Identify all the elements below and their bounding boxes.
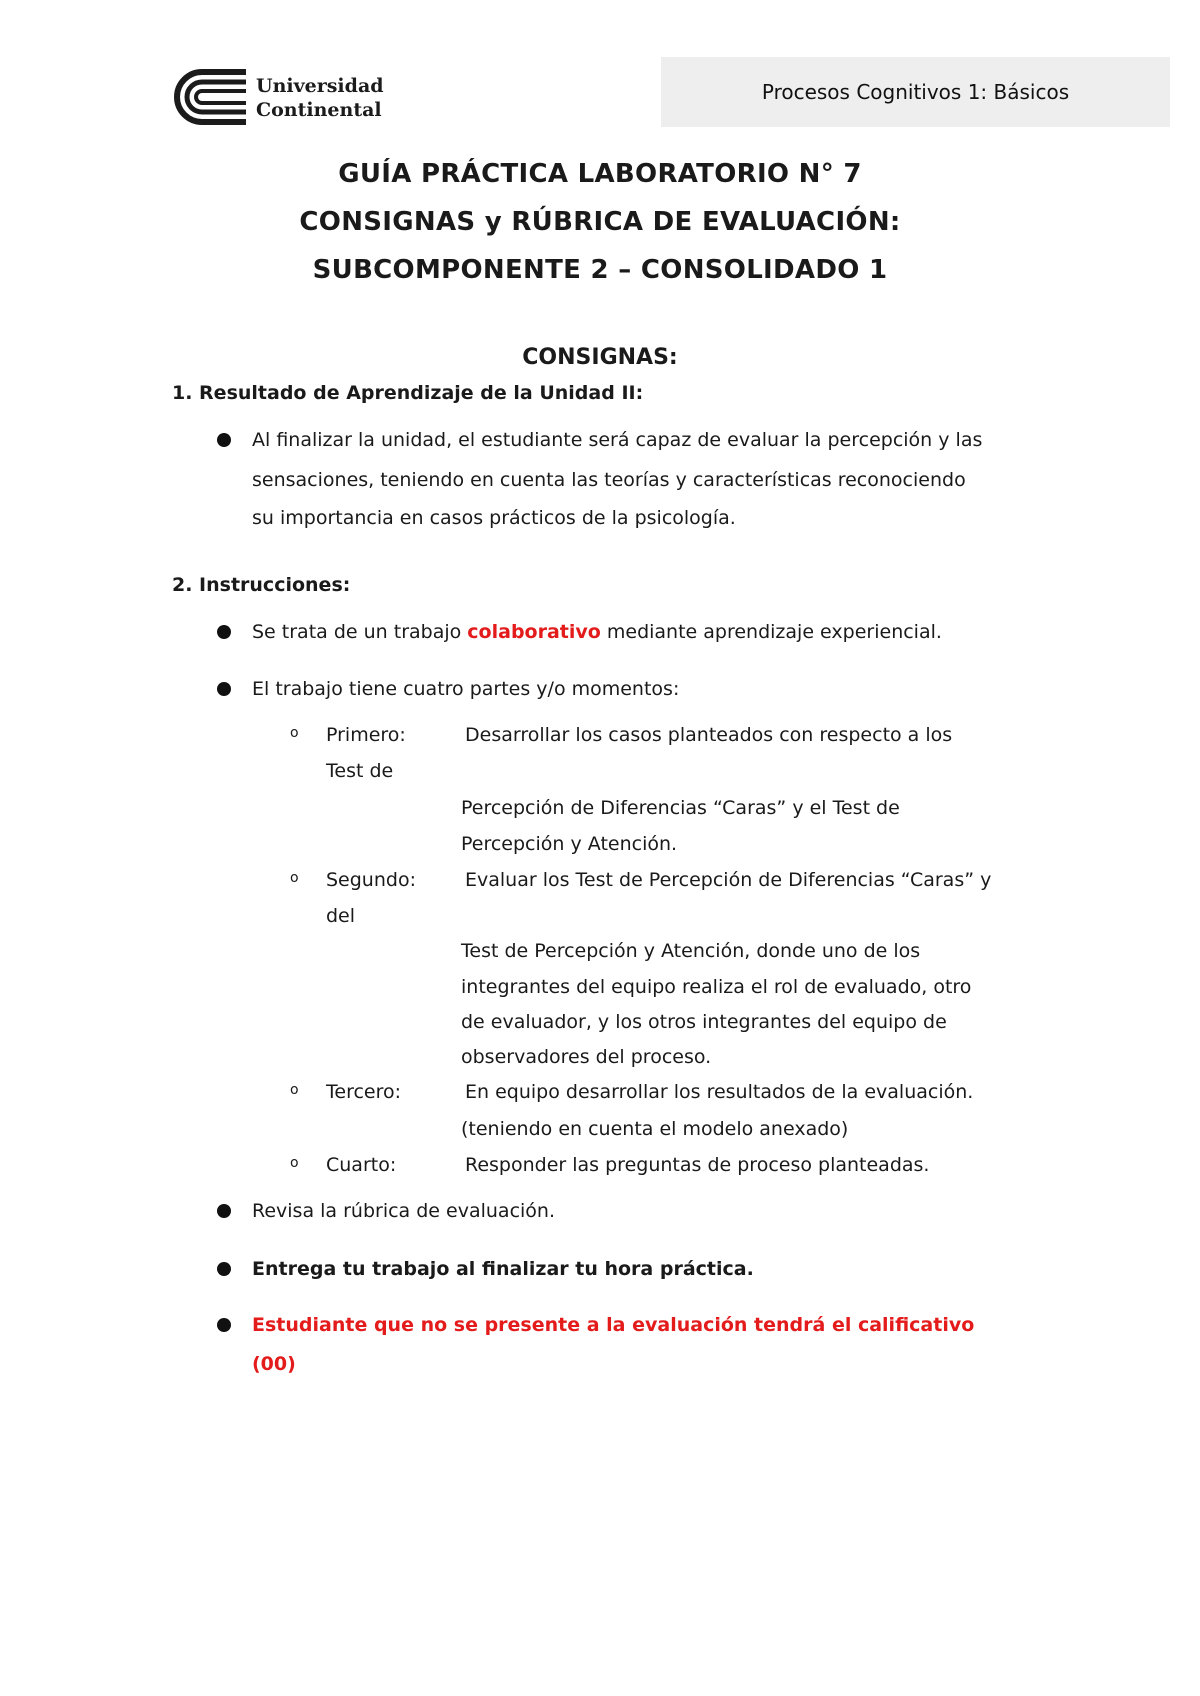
instruction-collaborative	[252, 613, 942, 651]
title-line-1: GUÍA PRÁCTICA LABORATORIO N° 7	[338, 159, 862, 189]
bullet-icon	[217, 1318, 231, 1332]
step-4-label: Cuarto:	[326, 1154, 397, 1176]
circle-bullet-icon: o	[290, 870, 299, 886]
rubric-reminder: Revisa la rúbrica de evaluación.	[252, 1200, 555, 1222]
university-logo	[172, 68, 384, 130]
delivery-instruction: Entrega tu trabajo al finalizar tu hora práctica.	[252, 1258, 754, 1280]
title-line-3: SUBCOMPONENTE 2 – CONSOLIDADO 1	[312, 255, 888, 285]
step-2-continuation-3: de evaluador, y los otros integrantes del equipo de	[461, 1011, 947, 1033]
step-3-text: En equipo desarrollar los resultados de la evaluación.	[465, 1081, 974, 1103]
document-titles	[0, 150, 1200, 294]
circle-bullet-icon: o	[290, 1082, 299, 1098]
step-2-continuation-2: integrantes del equipo realiza el rol de evaluado, otro	[461, 976, 972, 998]
step-1-wrap: Test de	[326, 760, 394, 782]
bullet-icon	[217, 433, 231, 447]
bullet-icon	[217, 1262, 231, 1276]
logo-text	[256, 74, 384, 122]
learning-outcome-line-3: su importancia en casos prácticos de la psicología.	[252, 507, 736, 529]
section-1-heading: 1. Resultado de Aprendizaje de la Unidad II:	[172, 382, 644, 404]
continental-logo-icon	[172, 68, 248, 126]
course-title: Procesos Cognitivos 1: Básicos	[761, 80, 1070, 104]
step-3-continuation: (teniendo en cuenta el modelo anexado)	[461, 1118, 849, 1140]
step-1-text: Desarrollar los casos planteados con respecto a los	[465, 724, 953, 746]
consignas-heading: CONSIGNAS:	[522, 345, 678, 370]
section-2-heading: 2. Instrucciones:	[172, 574, 351, 596]
circle-bullet-icon: o	[290, 1155, 299, 1171]
instruction-1-post: mediante aprendizaje experiencial.	[600, 621, 942, 643]
bullet-icon	[217, 625, 231, 639]
title-line-2: CONSIGNAS y RÚBRICA DE EVALUACIÓN:	[299, 207, 901, 237]
step-2-text: Evaluar los Test de Percepción de Diferencias “Caras” y	[465, 869, 992, 891]
logo-line-2: Continental	[256, 99, 382, 121]
instruction-1-pre: Se trata de un trabajo	[252, 621, 468, 643]
course-header	[661, 57, 1170, 127]
bullet-icon	[217, 1204, 231, 1218]
learning-outcome-line-2: sensaciones, teniendo en cuenta las teorías y características reconociendo	[252, 469, 966, 491]
absence-warning-line-2: (00)	[252, 1353, 296, 1375]
bullet-icon	[217, 682, 231, 696]
step-3-label: Tercero:	[326, 1081, 402, 1103]
step-4-text: Responder las preguntas de proceso planteadas.	[465, 1154, 930, 1176]
step-2-label: Segundo:	[326, 869, 416, 891]
instruction-parts: El trabajo tiene cuatro partes y/o momentos:	[252, 678, 680, 700]
learning-outcome-line-1: Al finalizar la unidad, el estudiante será capaz de evaluar la percepción y las	[252, 429, 983, 451]
step-1-continuation-1: Percepción de Diferencias “Caras” y el Test de	[461, 797, 900, 819]
step-1-label: Primero:	[326, 724, 406, 746]
step-2-continuation-4: observadores del proceso.	[461, 1046, 712, 1068]
circle-bullet-icon: o	[290, 725, 299, 741]
step-2-continuation-1: Test de Percepción y Atención, donde uno de los	[461, 940, 921, 962]
step-2-wrap: del	[326, 905, 356, 927]
absence-warning-line-1: Estudiante que no se presente a la evaluación tendrá el calificativo	[252, 1314, 975, 1336]
step-1-continuation-2: Percepción y Atención.	[461, 833, 678, 855]
collaborative-highlight: colaborativo	[467, 621, 601, 643]
logo-line-1: Universidad	[256, 75, 384, 97]
